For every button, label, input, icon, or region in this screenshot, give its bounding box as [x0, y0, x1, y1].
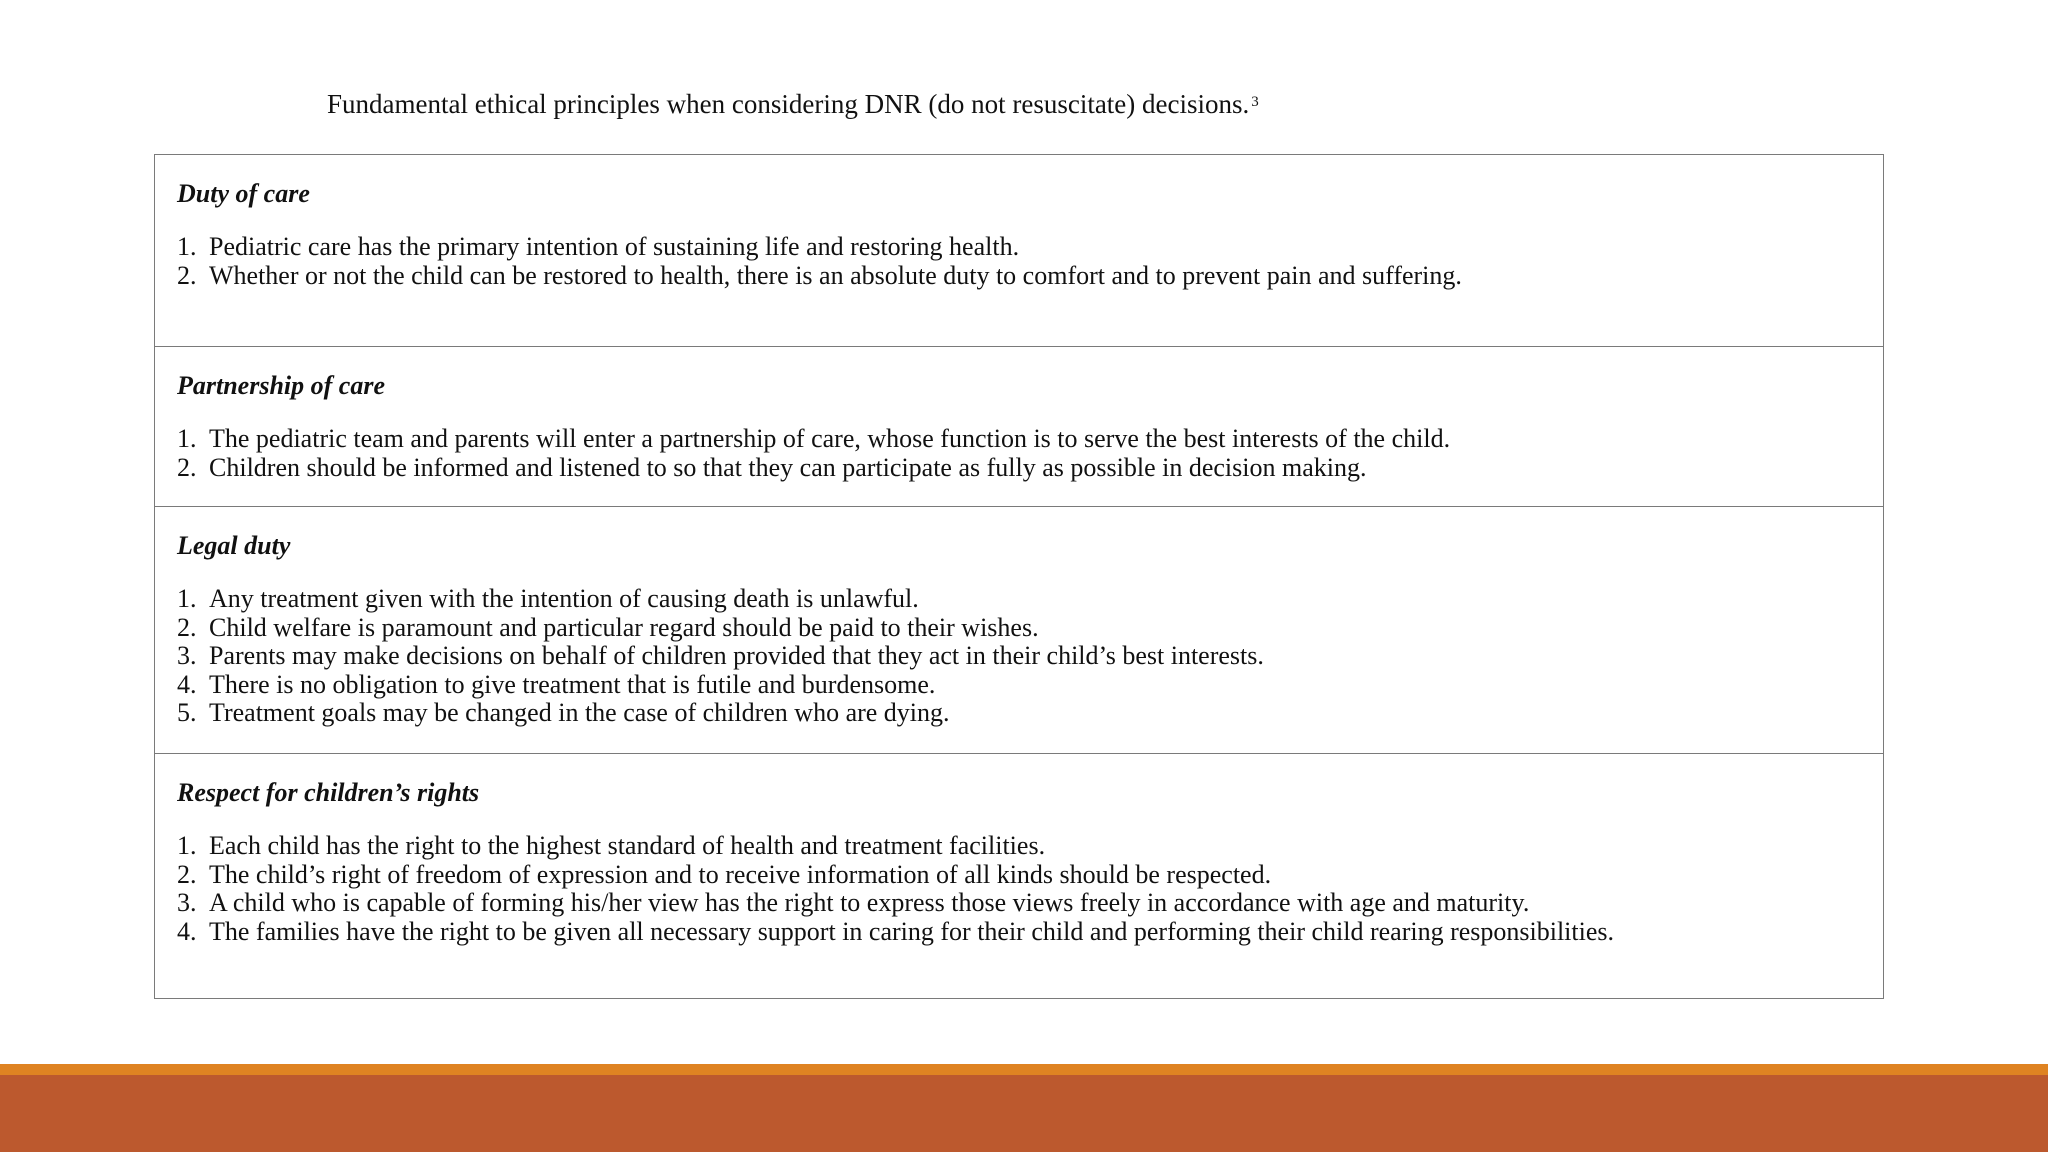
list-item [177, 642, 1883, 671]
item-text: Whether or not the child can be restored to health, there is an absolute duty to comfort and to prevent pain and suffering. [209, 260, 1462, 290]
section-respect-for-childrens-rights [155, 753, 1883, 1000]
section-heading: Duty of care [177, 179, 310, 208]
item-text: The pediatric team and parents will enter a partnership of care, whose function is to serve the best interests of the child. [209, 424, 1451, 453]
principles-table [154, 154, 1884, 999]
section-duty-of-care [155, 155, 1883, 346]
list-item [177, 585, 1883, 614]
item-number: 1. [177, 232, 197, 261]
list-item [177, 425, 1883, 454]
item-text: The child’s right of freedom of expression and to receive information of all kinds should be respected. [209, 859, 1272, 889]
caption-footnote-ref: 3 [1251, 94, 1259, 110]
item-text: Treatment goals may be changed in the case of children who are dying. [209, 698, 950, 727]
section-heading: Partnership of care [177, 371, 385, 400]
list-item [177, 233, 1883, 262]
list-item [177, 918, 1883, 947]
item-text: A child who is capable of forming his/her view has the right to express those views freely in accordance with age and maturity. [209, 888, 1530, 917]
list-item [177, 262, 1883, 291]
item-number: 3. [177, 641, 197, 670]
item-text: Pediatric care has the primary intention of sustaining life and restoring health. [209, 232, 1020, 261]
list-item [177, 614, 1883, 643]
item-text: Any treatment given with the intention of causing death is unlawful. [209, 584, 919, 613]
table-caption [327, 86, 1259, 122]
item-number: 1. [177, 831, 197, 860]
list-item [177, 832, 1883, 861]
item-text: Each child has the right to the highest standard of health and treatment facilities. [209, 831, 1046, 860]
item-number: 4. [177, 669, 197, 699]
footer-accent-stripe [0, 1064, 2048, 1075]
item-number: 5. [177, 698, 197, 727]
item-text: Children should be informed and listened to so that they can participate as fully as possible in decision making. [209, 452, 1367, 482]
item-list [177, 585, 1883, 728]
item-text: Child welfare is paramount and particular regard should be paid to their wishes. [209, 612, 1039, 642]
footer-accent-band [0, 1075, 2048, 1152]
item-number: 2. [177, 260, 197, 290]
item-text: There is no obligation to give treatment that is futile and burdensome. [209, 669, 936, 699]
caption-text: Fundamental ethical principles when considering DNR (do not resuscitate) decisions. [327, 89, 1250, 119]
item-list [177, 425, 1883, 482]
section-legal-duty [155, 506, 1883, 753]
item-list [177, 233, 1883, 290]
item-number: 2. [177, 612, 197, 642]
list-item [177, 861, 1883, 890]
item-number: 4. [177, 916, 197, 946]
list-item [177, 889, 1883, 918]
list-item [177, 454, 1883, 483]
item-number: 1. [177, 584, 197, 613]
item-text: The families have the right to be given all necessary support in caring for their child and performing their child rearing responsibilities. [209, 916, 1615, 946]
section-heading: Legal duty [177, 531, 291, 560]
item-number: 2. [177, 859, 197, 889]
item-number: 2. [177, 452, 197, 482]
list-item [177, 671, 1883, 700]
section-heading: Respect for children’s rights [177, 778, 480, 807]
item-text: Parents may make decisions on behalf of children provided that they act in their child’s best interests. [209, 641, 1264, 670]
section-partnership-of-care [155, 346, 1883, 506]
list-item [177, 699, 1883, 728]
item-number: 3. [177, 888, 197, 917]
item-number: 1. [177, 424, 197, 453]
item-list [177, 832, 1883, 946]
